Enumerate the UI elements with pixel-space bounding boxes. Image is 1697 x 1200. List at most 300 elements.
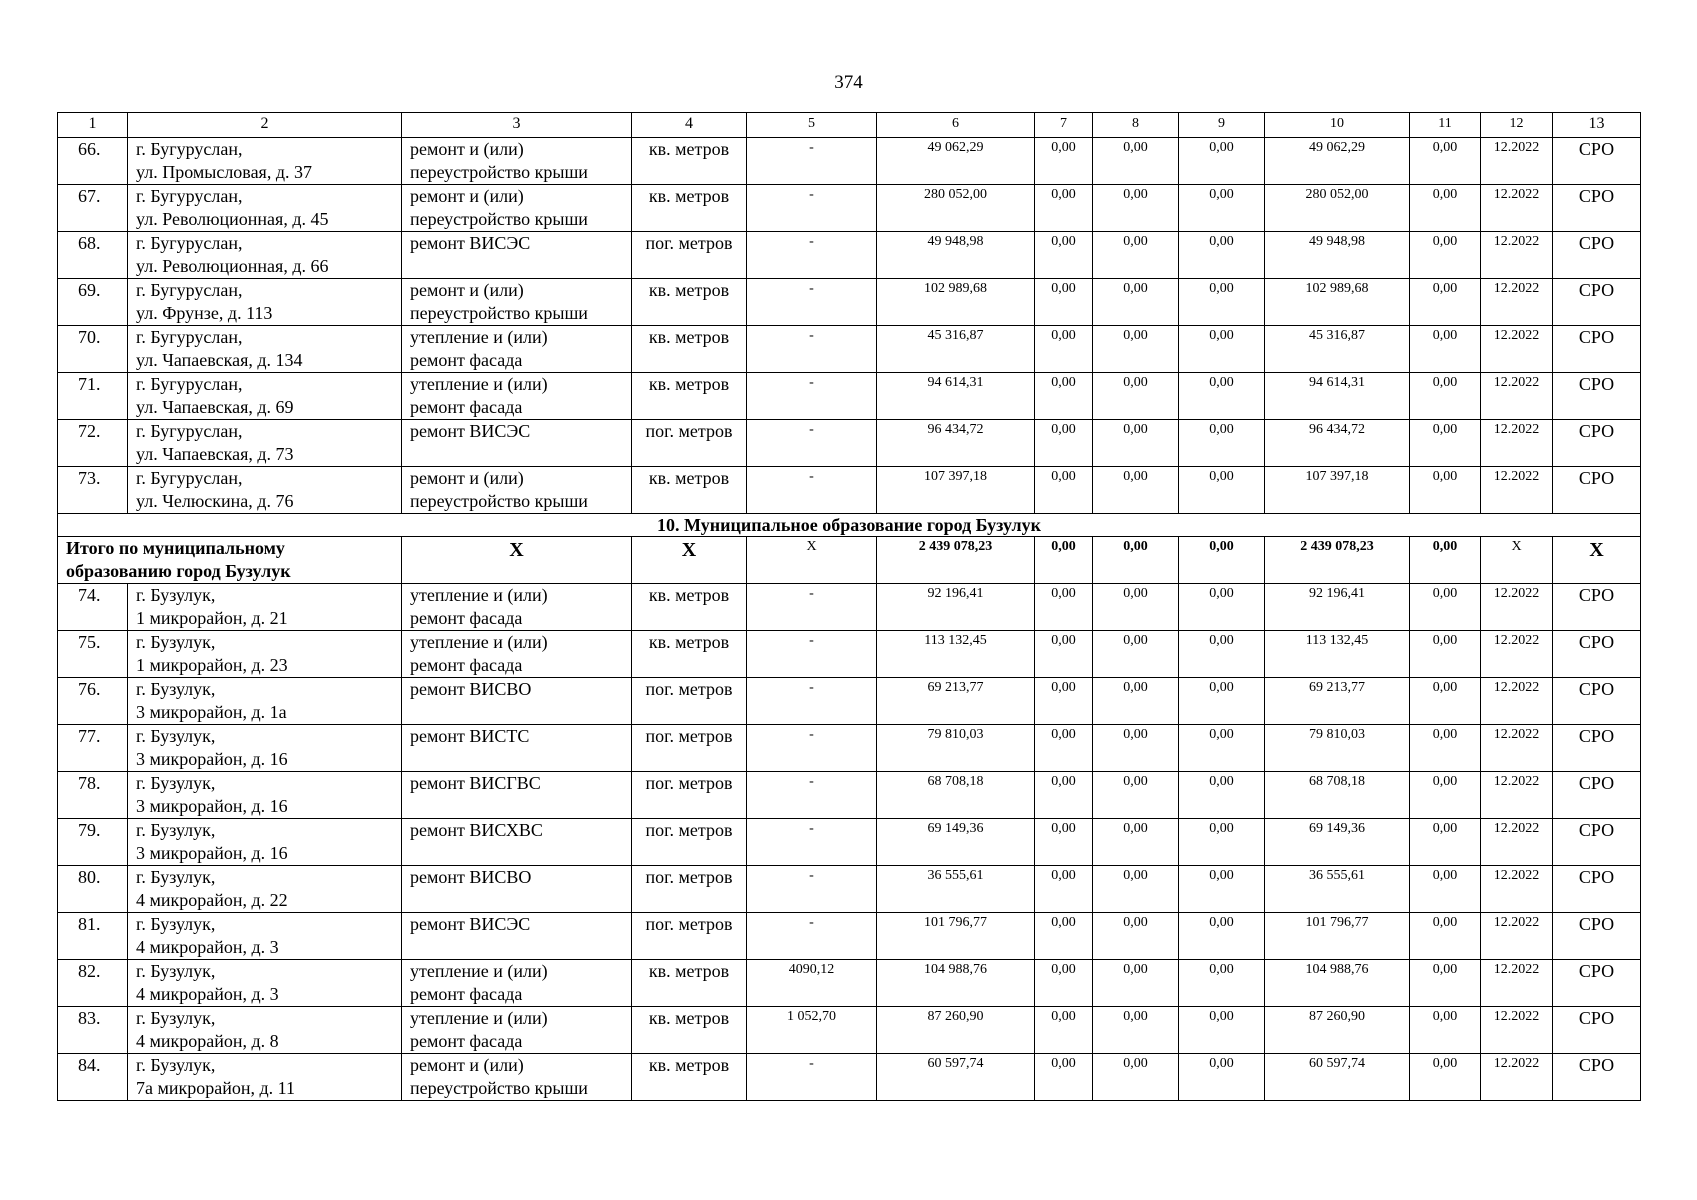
address-street: 3 микрорайон, д. 16 — [136, 749, 288, 769]
address-street: ул. Революционная, д. 45 — [136, 209, 329, 229]
address-cell — [128, 1007, 402, 1054]
address-city: г. Бузулук, — [136, 867, 216, 887]
work-type-line: ремонт фасада — [410, 1031, 523, 1051]
col9-cell: 0,00 — [1179, 819, 1265, 866]
work-type-cell — [402, 678, 632, 725]
work-type-cell — [402, 232, 632, 279]
address-city: г. Бугуруслан, — [136, 421, 243, 441]
address-cell — [128, 185, 402, 232]
col11-cell: 0,00 — [1410, 185, 1481, 232]
address-cell — [128, 1054, 402, 1101]
total-c12: X — [1481, 537, 1553, 584]
unit-cell: пог. метров — [632, 819, 747, 866]
org-cell: СРО — [1553, 138, 1641, 185]
work-type-cell — [402, 584, 632, 631]
col7-cell: 0,00 — [1035, 725, 1093, 772]
col7-cell: 0,00 — [1035, 373, 1093, 420]
col7-cell: 0,00 — [1035, 913, 1093, 960]
header-cell: 5 — [747, 113, 877, 138]
address-street: 7а микрорайон, д. 11 — [136, 1078, 296, 1098]
cost-total-cell: 79 810,03 — [877, 725, 1035, 772]
col7-cell: 0,00 — [1035, 279, 1093, 326]
col9-cell: 0,00 — [1179, 678, 1265, 725]
work-type-line: утепление и (или) — [410, 374, 548, 394]
unit-cell: кв. метров — [632, 138, 747, 185]
cost-fund-cell: 45 316,87 — [1265, 326, 1410, 373]
col5-cell: 4090,12 — [747, 960, 877, 1007]
unit-cell: кв. метров — [632, 631, 747, 678]
row-number: 72. — [58, 420, 128, 467]
col11-cell: 0,00 — [1410, 584, 1481, 631]
address-city: г. Бугуруслан, — [136, 139, 243, 159]
cost-fund-cell: 113 132,45 — [1265, 631, 1410, 678]
registry-table — [57, 112, 1641, 1101]
deadline-cell: 12.2022 — [1481, 678, 1553, 725]
col9-cell: 0,00 — [1179, 279, 1265, 326]
table-row — [58, 678, 1641, 725]
table-row — [58, 584, 1641, 631]
address-street: ул. Чапаевская, д. 69 — [136, 397, 294, 417]
address-city: г. Бугуруслан, — [136, 327, 243, 347]
header-cell: 3 — [402, 113, 632, 138]
work-type-cell — [402, 960, 632, 1007]
address-cell — [128, 913, 402, 960]
cost-total-cell: 36 555,61 — [877, 866, 1035, 913]
total-c8: 0,00 — [1093, 537, 1179, 584]
address-cell — [128, 772, 402, 819]
cost-total-cell: 45 316,87 — [877, 326, 1035, 373]
address-city: г. Бузулук, — [136, 632, 216, 652]
work-type-line: переустройство крыши — [410, 1078, 588, 1098]
row-number: 74. — [58, 584, 128, 631]
work-type-line: утепление и (или) — [410, 961, 548, 981]
work-type-line: ремонт ВИСТС — [410, 726, 530, 746]
cost-total-cell: 94 614,31 — [877, 373, 1035, 420]
deadline-cell: 12.2022 — [1481, 725, 1553, 772]
org-cell: СРО — [1553, 185, 1641, 232]
col8-cell: 0,00 — [1093, 467, 1179, 514]
col11-cell: 0,00 — [1410, 279, 1481, 326]
table-row — [58, 467, 1641, 514]
header-cell: 13 — [1553, 113, 1641, 138]
col9-cell: 0,00 — [1179, 1054, 1265, 1101]
col11-cell: 0,00 — [1410, 373, 1481, 420]
address-city: г. Бузулук, — [136, 1008, 216, 1028]
total-cost: 2 439 078,23 — [877, 537, 1035, 584]
col9-cell: 0,00 — [1179, 138, 1265, 185]
table-row — [58, 279, 1641, 326]
table-row — [58, 232, 1641, 279]
work-type-line: переустройство крыши — [410, 162, 588, 182]
row-number: 84. — [58, 1054, 128, 1101]
address-city: г. Бугуруслан, — [136, 374, 243, 394]
org-cell: СРО — [1553, 420, 1641, 467]
total-c5: X — [747, 537, 877, 584]
col8-cell: 0,00 — [1093, 725, 1179, 772]
unit-cell: пог. метров — [632, 725, 747, 772]
col7-cell: 0,00 — [1035, 819, 1093, 866]
cost-fund-cell: 68 708,18 — [1265, 772, 1410, 819]
work-type-cell — [402, 1054, 632, 1101]
unit-cell: кв. метров — [632, 279, 747, 326]
header-cell: 9 — [1179, 113, 1265, 138]
work-type-cell — [402, 866, 632, 913]
org-cell: СРО — [1553, 678, 1641, 725]
work-type-line: утепление и (или) — [410, 327, 548, 347]
address-cell — [128, 678, 402, 725]
work-type-line: ремонт ВИСВО — [410, 679, 532, 699]
col8-cell: 0,00 — [1093, 772, 1179, 819]
table-row — [58, 373, 1641, 420]
address-street: 4 микрорайон, д. 3 — [136, 984, 279, 1004]
col9-cell: 0,00 — [1179, 467, 1265, 514]
address-city: г. Бузулук, — [136, 726, 216, 746]
org-cell: СРО — [1553, 866, 1641, 913]
total-fund: 2 439 078,23 — [1265, 537, 1410, 584]
col11-cell: 0,00 — [1410, 819, 1481, 866]
row-number: 67. — [58, 185, 128, 232]
cost-fund-cell: 36 555,61 — [1265, 866, 1410, 913]
col5-cell: - — [747, 678, 877, 725]
address-city: г. Бузулук, — [136, 773, 216, 793]
address-street: 1 микрорайон, д. 23 — [136, 655, 288, 675]
work-type-line: утепление и (или) — [410, 585, 548, 605]
address-street: 3 микрорайон, д. 1а — [136, 702, 287, 722]
org-cell: СРО — [1553, 1054, 1641, 1101]
total-c7: 0,00 — [1035, 537, 1093, 584]
col7-cell: 0,00 — [1035, 678, 1093, 725]
col11-cell: 0,00 — [1410, 772, 1481, 819]
row-number: 71. — [58, 373, 128, 420]
cost-total-cell: 92 196,41 — [877, 584, 1035, 631]
address-street: ул. Чапаевская, д. 73 — [136, 444, 294, 464]
table-row — [58, 772, 1641, 819]
table-row — [58, 185, 1641, 232]
row-number: 82. — [58, 960, 128, 1007]
col8-cell: 0,00 — [1093, 678, 1179, 725]
col8-cell: 0,00 — [1093, 1007, 1179, 1054]
col9-cell: 0,00 — [1179, 631, 1265, 678]
deadline-cell: 12.2022 — [1481, 373, 1553, 420]
col7-cell: 0,00 — [1035, 1007, 1093, 1054]
deadline-cell: 12.2022 — [1481, 138, 1553, 185]
col7-cell: 0,00 — [1035, 420, 1093, 467]
col8-cell: 0,00 — [1093, 326, 1179, 373]
work-type-line: ремонт фасада — [410, 350, 523, 370]
col8-cell: 0,00 — [1093, 420, 1179, 467]
header-cell: 12 — [1481, 113, 1553, 138]
col5-cell: - — [747, 866, 877, 913]
col5-cell: - — [747, 725, 877, 772]
unit-cell: кв. метров — [632, 373, 747, 420]
address-city: г. Бузулук, — [136, 1055, 216, 1075]
cost-fund-cell: 87 260,90 — [1265, 1007, 1410, 1054]
section-total-row — [58, 537, 1641, 584]
work-type-line: переустройство крыши — [410, 209, 588, 229]
col9-cell: 0,00 — [1179, 326, 1265, 373]
work-type-cell — [402, 373, 632, 420]
org-cell: СРО — [1553, 279, 1641, 326]
col11-cell: 0,00 — [1410, 232, 1481, 279]
col11-cell: 0,00 — [1410, 1054, 1481, 1101]
address-city: г. Бугуруслан, — [136, 280, 243, 300]
work-type-line: утепление и (или) — [410, 632, 548, 652]
cost-fund-cell: 69 149,36 — [1265, 819, 1410, 866]
address-street: 4 микрорайон, д. 3 — [136, 937, 279, 957]
address-city: г. Бугуруслан, — [136, 468, 243, 488]
header-cell: 8 — [1093, 113, 1179, 138]
address-city: г. Бузулук, — [136, 961, 216, 981]
col11-cell: 0,00 — [1410, 1007, 1481, 1054]
work-type-cell — [402, 725, 632, 772]
col11-cell: 0,00 — [1410, 326, 1481, 373]
col5-cell: - — [747, 232, 877, 279]
col7-cell: 0,00 — [1035, 584, 1093, 631]
cost-total-cell: 49 062,29 — [877, 138, 1035, 185]
address-cell — [128, 725, 402, 772]
address-street: 1 микрорайон, д. 21 — [136, 608, 288, 628]
col5-cell: - — [747, 279, 877, 326]
table-row — [58, 725, 1641, 772]
deadline-cell: 12.2022 — [1481, 420, 1553, 467]
unit-cell: кв. метров — [632, 326, 747, 373]
work-type-line: ремонт фасада — [410, 655, 523, 675]
work-type-cell — [402, 138, 632, 185]
col9-cell: 0,00 — [1179, 232, 1265, 279]
header-cell: 4 — [632, 113, 747, 138]
col9-cell: 0,00 — [1179, 420, 1265, 467]
total-c9: 0,00 — [1179, 537, 1265, 584]
col8-cell: 0,00 — [1093, 1054, 1179, 1101]
col5-cell: - — [747, 1054, 877, 1101]
table-row — [58, 326, 1641, 373]
cost-fund-cell: 60 597,74 — [1265, 1054, 1410, 1101]
address-cell — [128, 960, 402, 1007]
work-type-line: утепление и (или) — [410, 1008, 548, 1028]
col8-cell: 0,00 — [1093, 866, 1179, 913]
col5-cell: - — [747, 819, 877, 866]
col9-cell: 0,00 — [1179, 866, 1265, 913]
col7-cell: 0,00 — [1035, 185, 1093, 232]
col9-cell: 0,00 — [1179, 960, 1265, 1007]
table-row — [58, 913, 1641, 960]
table-row — [58, 960, 1641, 1007]
col11-cell: 0,00 — [1410, 138, 1481, 185]
cost-total-cell: 107 397,18 — [877, 467, 1035, 514]
deadline-cell: 12.2022 — [1481, 279, 1553, 326]
cost-total-cell: 69 149,36 — [877, 819, 1035, 866]
cost-total-cell: 68 708,18 — [877, 772, 1035, 819]
address-city: г. Бузулук, — [136, 679, 216, 699]
deadline-cell: 12.2022 — [1481, 467, 1553, 514]
table-row — [58, 420, 1641, 467]
total-c11: 0,00 — [1410, 537, 1481, 584]
unit-cell: пог. метров — [632, 772, 747, 819]
org-cell: СРО — [1553, 1007, 1641, 1054]
unit-cell: пог. метров — [632, 678, 747, 725]
address-cell — [128, 279, 402, 326]
unit-cell: кв. метров — [632, 960, 747, 1007]
work-type-line: ремонт и (или) — [410, 186, 524, 206]
row-number: 68. — [58, 232, 128, 279]
cost-fund-cell: 94 614,31 — [1265, 373, 1410, 420]
cost-fund-cell: 79 810,03 — [1265, 725, 1410, 772]
deadline-cell: 12.2022 — [1481, 866, 1553, 913]
col5-cell: - — [747, 420, 877, 467]
cost-fund-cell: 102 989,68 — [1265, 279, 1410, 326]
work-type-line: ремонт ВИСЭС — [410, 914, 531, 934]
org-cell: СРО — [1553, 725, 1641, 772]
org-cell: СРО — [1553, 584, 1641, 631]
col5-cell: - — [747, 467, 877, 514]
row-number: 80. — [58, 866, 128, 913]
col8-cell: 0,00 — [1093, 279, 1179, 326]
header-cell: 2 — [128, 113, 402, 138]
org-cell: СРО — [1553, 232, 1641, 279]
work-type-cell — [402, 913, 632, 960]
total-label-line: образованию город Бузулук — [66, 561, 291, 581]
address-city: г. Бугуруслан, — [136, 186, 243, 206]
address-street: ул. Челюскина, д. 76 — [136, 491, 294, 511]
unit-cell: пог. метров — [632, 866, 747, 913]
row-number: 77. — [58, 725, 128, 772]
col5-cell: - — [747, 138, 877, 185]
unit-cell: кв. метров — [632, 584, 747, 631]
cost-total-cell: 69 213,77 — [877, 678, 1035, 725]
table-row — [58, 1007, 1641, 1054]
address-city: г. Бузулук, — [136, 585, 216, 605]
cost-total-cell: 60 597,74 — [877, 1054, 1035, 1101]
address-cell — [128, 819, 402, 866]
cost-total-cell: 96 434,72 — [877, 420, 1035, 467]
address-cell — [128, 866, 402, 913]
org-cell: СРО — [1553, 960, 1641, 1007]
col7-cell: 0,00 — [1035, 1054, 1093, 1101]
unit-cell: пог. метров — [632, 420, 747, 467]
row-number: 75. — [58, 631, 128, 678]
header-cell: 11 — [1410, 113, 1481, 138]
col11-cell: 0,00 — [1410, 960, 1481, 1007]
col8-cell: 0,00 — [1093, 631, 1179, 678]
unit-cell: кв. метров — [632, 185, 747, 232]
address-cell — [128, 420, 402, 467]
col11-cell: 0,00 — [1410, 678, 1481, 725]
col5-cell: - — [747, 913, 877, 960]
header-cell: 10 — [1265, 113, 1410, 138]
work-type-line: ремонт ВИСЭС — [410, 233, 531, 253]
col11-cell: 0,00 — [1410, 631, 1481, 678]
col5-cell: - — [747, 373, 877, 420]
table-row — [58, 1054, 1641, 1101]
address-street: 4 микрорайон, д. 8 — [136, 1031, 279, 1051]
address-street: 4 микрорайон, д. 22 — [136, 890, 288, 910]
address-city: г. Бугуруслан, — [136, 233, 243, 253]
address-street: 3 микрорайон, д. 16 — [136, 796, 288, 816]
deadline-cell: 12.2022 — [1481, 960, 1553, 1007]
deadline-cell: 12.2022 — [1481, 185, 1553, 232]
total-c13: X — [1553, 537, 1641, 584]
cost-fund-cell: 49 062,29 — [1265, 138, 1410, 185]
address-street: ул. Чапаевская, д. 134 — [136, 350, 303, 370]
col11-cell: 0,00 — [1410, 420, 1481, 467]
total-c3: X — [402, 537, 632, 584]
col8-cell: 0,00 — [1093, 960, 1179, 1007]
col7-cell: 0,00 — [1035, 232, 1093, 279]
unit-cell: кв. метров — [632, 1054, 747, 1101]
work-type-line: ремонт и (или) — [410, 468, 524, 488]
cost-fund-cell: 96 434,72 — [1265, 420, 1410, 467]
col9-cell: 0,00 — [1179, 913, 1265, 960]
section-title-row — [58, 514, 1641, 537]
row-number: 81. — [58, 913, 128, 960]
deadline-cell: 12.2022 — [1481, 584, 1553, 631]
address-street: ул. Революционная, д. 66 — [136, 256, 329, 276]
col8-cell: 0,00 — [1093, 819, 1179, 866]
col8-cell: 0,00 — [1093, 373, 1179, 420]
cost-fund-cell: 101 796,77 — [1265, 913, 1410, 960]
deadline-cell: 12.2022 — [1481, 1007, 1553, 1054]
address-cell — [128, 138, 402, 185]
total-label-line: Итого по муниципальному — [66, 538, 285, 558]
work-type-cell — [402, 420, 632, 467]
address-street: ул. Фрунзе, д. 113 — [136, 303, 273, 323]
col11-cell: 0,00 — [1410, 913, 1481, 960]
col11-cell: 0,00 — [1410, 866, 1481, 913]
deadline-cell: 12.2022 — [1481, 232, 1553, 279]
address-cell — [128, 373, 402, 420]
cost-total-cell: 101 796,77 — [877, 913, 1035, 960]
deadline-cell: 12.2022 — [1481, 326, 1553, 373]
work-type-line: ремонт и (или) — [410, 139, 524, 159]
column-number-header — [58, 113, 1641, 138]
work-type-cell — [402, 279, 632, 326]
col8-cell: 0,00 — [1093, 913, 1179, 960]
org-cell: СРО — [1553, 467, 1641, 514]
table-row — [58, 819, 1641, 866]
col8-cell: 0,00 — [1093, 232, 1179, 279]
deadline-cell: 12.2022 — [1481, 631, 1553, 678]
address-cell — [128, 631, 402, 678]
cost-total-cell: 280 052,00 — [877, 185, 1035, 232]
col7-cell: 0,00 — [1035, 631, 1093, 678]
header-cell: 6 — [877, 113, 1035, 138]
cost-fund-cell: 92 196,41 — [1265, 584, 1410, 631]
col7-cell: 0,00 — [1035, 326, 1093, 373]
org-cell: СРО — [1553, 631, 1641, 678]
cost-fund-cell: 69 213,77 — [1265, 678, 1410, 725]
cost-total-cell: 49 948,98 — [877, 232, 1035, 279]
work-type-line: переустройство крыши — [410, 303, 588, 323]
cost-total-cell: 87 260,90 — [877, 1007, 1035, 1054]
org-cell: СРО — [1553, 772, 1641, 819]
work-type-line: переустройство крыши — [410, 491, 588, 511]
deadline-cell: 12.2022 — [1481, 772, 1553, 819]
cost-total-cell: 102 989,68 — [877, 279, 1035, 326]
col9-cell: 0,00 — [1179, 772, 1265, 819]
address-street: ул. Промысловая, д. 37 — [136, 162, 312, 182]
col11-cell: 0,00 — [1410, 467, 1481, 514]
work-type-cell — [402, 819, 632, 866]
org-cell: СРО — [1553, 373, 1641, 420]
address-street: 3 микрорайон, д. 16 — [136, 843, 288, 863]
col5-cell: - — [747, 772, 877, 819]
row-number: 78. — [58, 772, 128, 819]
cost-fund-cell: 107 397,18 — [1265, 467, 1410, 514]
org-cell: СРО — [1553, 326, 1641, 373]
row-number: 73. — [58, 467, 128, 514]
total-label — [58, 537, 402, 584]
row-number: 76. — [58, 678, 128, 725]
